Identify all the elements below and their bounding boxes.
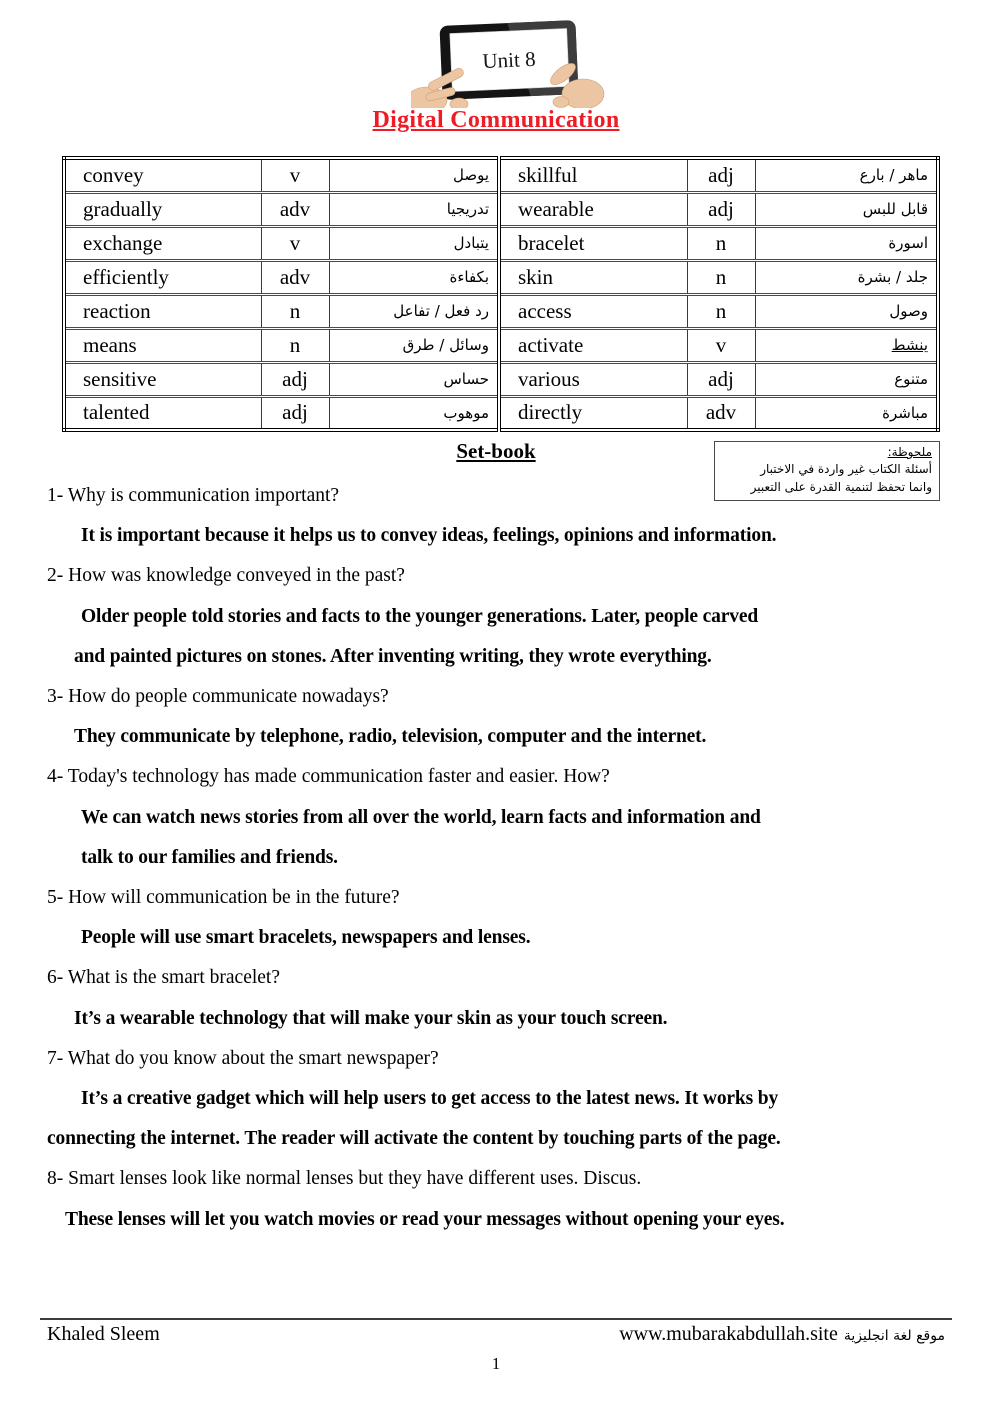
vocab-row — [64, 260, 938, 294]
vocab-arabic: قابل للبس — [755, 192, 938, 226]
vocab-row — [64, 362, 938, 396]
vocab-arabic: وسائل / طرق — [329, 328, 499, 362]
vocab-pos: v — [261, 226, 329, 260]
answer-4-line-1: We can watch news stories from all over the world, learn facts and information and — [81, 806, 761, 828]
vocab-pos: n — [261, 294, 329, 328]
vocab-pos: v — [687, 328, 755, 362]
vocab-pos: adj — [261, 396, 329, 430]
vocab-arabic: يوصل — [329, 158, 499, 192]
answer-8: These lenses will let you watch movies or read your messages without opening your eyes. — [65, 1208, 785, 1230]
vocab-word: directly — [499, 396, 687, 430]
answer-2-line-2: and painted pictures on stones. After inventing writing, they wrote everything. — [74, 645, 712, 667]
question-6: 6- What is the smart bracelet? — [47, 967, 281, 989]
answer-5: People will use smart bracelets, newspapers and lenses. — [81, 927, 531, 949]
vocab-arabic: جلد / بشرة — [755, 260, 938, 294]
footer-row — [47, 1323, 945, 1346]
vocab-arabic: تدريجيا — [329, 192, 499, 226]
vocab-arabic: رد فعل / تفاعل — [329, 294, 499, 328]
vocab-pos: n — [261, 328, 329, 362]
vocab-pos: adv — [261, 192, 329, 226]
site-url: www.mubarakabdullah.site — [619, 1323, 838, 1345]
vocab-word: talented — [64, 396, 261, 430]
header — [0, 0, 992, 134]
vocab-row — [64, 192, 938, 226]
question-3: 3- How do people communicate nowadays? — [47, 686, 389, 708]
unit-label: Unit 8 — [481, 46, 537, 74]
vocab-pos: adj — [687, 362, 755, 396]
vocab-word: means — [64, 328, 261, 362]
answer-7-line-1: It’s a creative gadget which will help users to get access to the latest news. It works by — [81, 1088, 779, 1110]
vocab-arabic: بكفاءة — [329, 260, 499, 294]
vocab-word: skillful — [499, 158, 687, 192]
vocab-pos: adv — [687, 396, 755, 430]
vocab-word: wearable — [499, 192, 687, 226]
tablet-hands-illustration — [411, 14, 607, 108]
question-1: 1- Why is communication important? — [47, 485, 340, 506]
vocab-word: exchange — [64, 226, 261, 260]
vocab-arabic: متنوع — [755, 362, 938, 396]
vocab-pos: adv — [261, 260, 329, 294]
vocab-word: reaction — [64, 294, 261, 328]
vocab-arabic: يتبادل — [329, 226, 499, 260]
footer — [0, 1318, 992, 1374]
note-line: أسئلة الكتاب غير واردة في الاختبار — [760, 462, 932, 477]
vocab-arabic: ماهر / بارع — [755, 158, 938, 192]
vocab-pos: n — [687, 226, 755, 260]
site-label-arabic: موقع لغة انجليزية — [843, 1328, 945, 1344]
vocab-arabic: اسورة — [755, 226, 938, 260]
vocab-word: various — [499, 362, 687, 396]
answer-4-line-2: talk to our families and friends. — [81, 846, 338, 868]
answer-7-line-2: connecting the internet. The reader will activate the content by touching parts of the page. — [47, 1128, 781, 1150]
question-8: 8- Smart lenses look like normal lenses but they have different uses. Discus. — [47, 1168, 642, 1190]
vocab-arabic: مباشرة — [755, 396, 938, 430]
vocab-pos: adj — [261, 362, 329, 396]
page-number: 1 — [491, 1354, 501, 1373]
vocab-word: efficiently — [64, 260, 261, 294]
question-7: 7- What do you know about the smart newspaper? — [47, 1047, 439, 1069]
answer-1: It is important because it helps us to convey ideas, feelings, opinions and information. — [81, 525, 777, 547]
vocab-row — [64, 294, 938, 328]
qa-list — [47, 476, 945, 1240]
vocab-word: skin — [499, 260, 687, 294]
author-name: Khaled Sleem — [47, 1323, 160, 1345]
vocab-word: gradually — [64, 192, 261, 226]
vocab-arabic: ينشط — [755, 328, 938, 362]
vocabulary-table — [62, 156, 940, 432]
vocab-pos: adj — [687, 192, 755, 226]
question-4: 4- Today's technology has made communication faster and easier. How? — [47, 766, 610, 788]
answer-6: It’s a wearable technology that will make your skin as your touch screen. — [74, 1007, 668, 1029]
vocab-row — [64, 328, 938, 362]
vocab-word: bracelet — [499, 226, 687, 260]
vocab-arabic: موهوب — [329, 396, 499, 430]
footer-divider — [40, 1318, 952, 1320]
vocab-row — [64, 158, 938, 192]
vocab-word: convey — [64, 158, 261, 192]
answer-3: They communicate by telephone, radio, television, computer and the internet. — [74, 726, 707, 748]
note-line: وانما تحفظ لتنمية القدرة على التعبير — [750, 479, 932, 494]
answer-2-line-1: Older people told stories and facts to the younger generations. Later, people carved — [81, 605, 759, 627]
vocab-pos: adj — [687, 158, 755, 192]
setbook-section-header — [0, 432, 992, 494]
vocab-pos: n — [687, 294, 755, 328]
note-box — [714, 441, 940, 501]
vocab-pos: n — [687, 260, 755, 294]
note-title: ملحوظة: — [887, 445, 932, 459]
tablet-unit-graphic — [411, 14, 607, 113]
site-credit — [619, 1323, 945, 1346]
question-5: 5- How will communication be in the future? — [47, 887, 400, 909]
vocab-word: access — [499, 294, 687, 328]
setbook-heading: Set-book — [456, 439, 536, 463]
vocab-arabic: وصول — [755, 294, 938, 328]
vocab-word: activate — [499, 328, 687, 362]
vocab-row — [64, 226, 938, 260]
vocab-word: sensitive — [64, 362, 261, 396]
vocab-row — [64, 396, 938, 430]
vocab-arabic: حساس — [329, 362, 499, 396]
question-2: 2- How was knowledge conveyed in the past? — [47, 565, 405, 587]
page-title: Digital Communication — [372, 107, 620, 133]
vocab-pos: v — [261, 158, 329, 192]
